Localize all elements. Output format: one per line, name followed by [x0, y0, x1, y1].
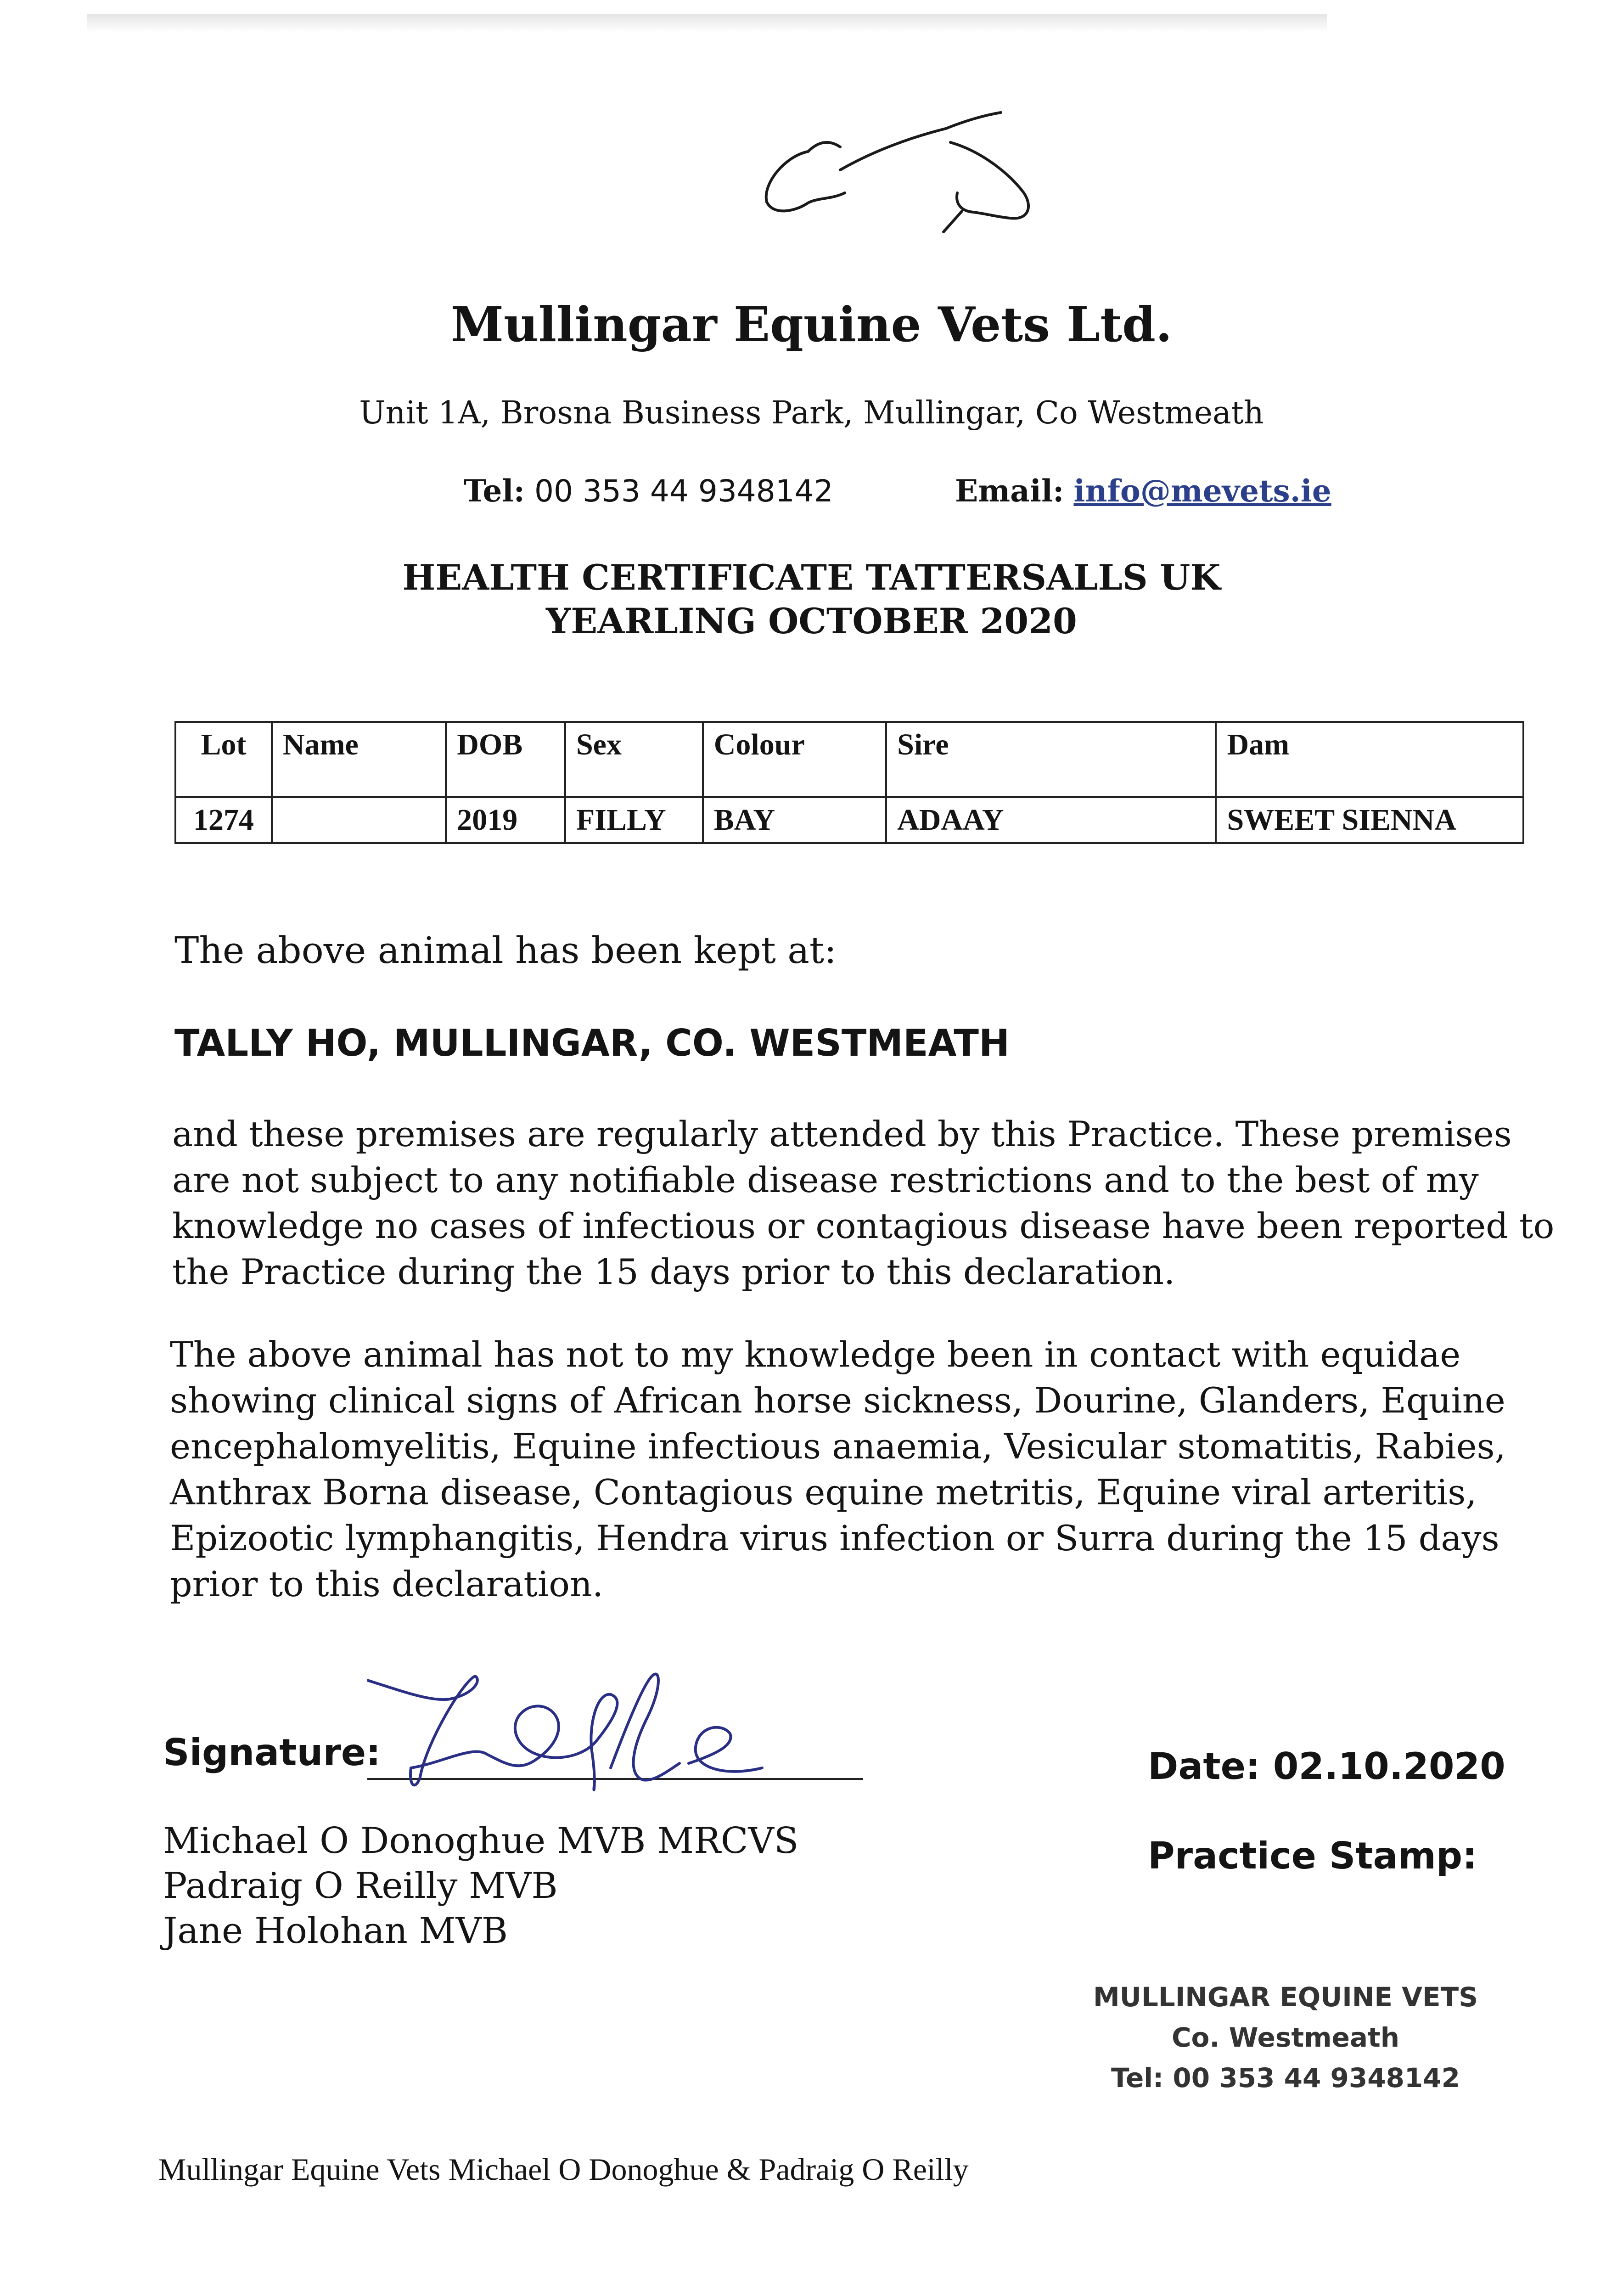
vet-names — [163, 1818, 798, 1953]
lot-details-table — [174, 721, 1524, 844]
declaration-paragraph-2: The above animal has not to my knowledge been in contact with equidae showing clinical signs of African horse sickness, Dourine, Glanders, Equine encephalomyelitis, Equine infectious anaemia, Vesicular stomatitis, Rabies, Anthrax Borna disease, Contagious equine metritis, Equine viral arteritis, Epizootic lymphangitis, Hendra virus infection or Surra during the 15 days prior to this declaration. — [170, 1334, 1506, 1604]
signature-label: Signature: — [163, 1731, 381, 1774]
date-label: Date: — [1148, 1745, 1260, 1788]
email-link[interactable]: info@mevets.ie — [1073, 473, 1331, 509]
date — [1148, 1745, 1505, 1788]
kept-at-intro: The above animal has been kept at: — [174, 929, 837, 972]
horse-heads-logo-icon — [753, 110, 1056, 248]
table-row — [175, 797, 1523, 843]
handwritten-signature — [367, 1649, 836, 1805]
footer: Mullingar Equine Vets Michael O Donoghue & Padraig O Reilly — [158, 2152, 969, 2187]
header-dam: Dam — [1216, 722, 1523, 797]
vet-name-1: Michael O Donoghue MVB MRCVS — [163, 1820, 799, 1862]
company-address: Unit 1A, Brosna Business Park, Mullingar, Co Westmeath — [359, 395, 1264, 431]
email — [955, 473, 1331, 509]
stamp-line-1: MULLINGAR EQUINE VETS — [1093, 1981, 1478, 2013]
header-lot: Lot — [175, 722, 272, 797]
cell-dob: 2019 — [446, 797, 565, 843]
certificate-title — [0, 556, 1623, 643]
vet-name-3: Jane Holohan MVB — [163, 1910, 508, 1952]
tel-label: Tel: — [464, 473, 525, 509]
table-header-row — [175, 722, 1523, 797]
cell-dam: SWEET SIENNA — [1216, 797, 1523, 843]
email-label: Email: — [955, 473, 1064, 509]
telephone — [464, 473, 833, 509]
stamp-line-3: Tel: 00 353 44 9348142 — [1111, 2062, 1460, 2093]
tel-value: 00 353 44 9348142 — [534, 473, 833, 509]
scan-edge-shadow — [87, 14, 1327, 32]
header-dob: DOB — [446, 722, 565, 797]
vet-name-2: Padraig O Reilly MVB — [163, 1865, 558, 1907]
certificate-title-line1: HEALTH CERTIFICATE TATTERSALLS UK — [402, 557, 1221, 598]
header-colour: Colour — [703, 722, 886, 797]
cell-sex: FILLY — [565, 797, 703, 843]
cell-sire: ADAAY — [886, 797, 1216, 843]
premises-address: TALLY HO, MULLINGAR, CO. WESTMEATH — [174, 1022, 1010, 1064]
stamp-line-2: Co. Westmeath — [1171, 2022, 1400, 2053]
header-sex: Sex — [565, 722, 703, 797]
practice-stamp — [1056, 1977, 1515, 2098]
certificate-title-line2: YEARLING OCTOBER 2020 — [546, 601, 1077, 642]
header-name: Name — [272, 722, 446, 797]
cell-lot: 1274 — [175, 797, 272, 843]
declaration-paragraph-1: and these premises are regularly attended by this Practice. These premises are not subject to any notifiable disease restrictions and to the best of my knowledge no cases of infectious or contagious disease have been reported to the Practice during the 15 days prior to this declaration. — [172, 1114, 1555, 1292]
header-sire: Sire — [886, 722, 1216, 797]
practice-stamp-label: Practice Stamp: — [1148, 1835, 1477, 1877]
company-name: Mullingar Equine Vets Ltd. — [450, 296, 1173, 353]
cell-colour: BAY — [703, 797, 886, 843]
date-value: 02.10.2020 — [1273, 1745, 1505, 1788]
cell-name — [272, 797, 446, 843]
